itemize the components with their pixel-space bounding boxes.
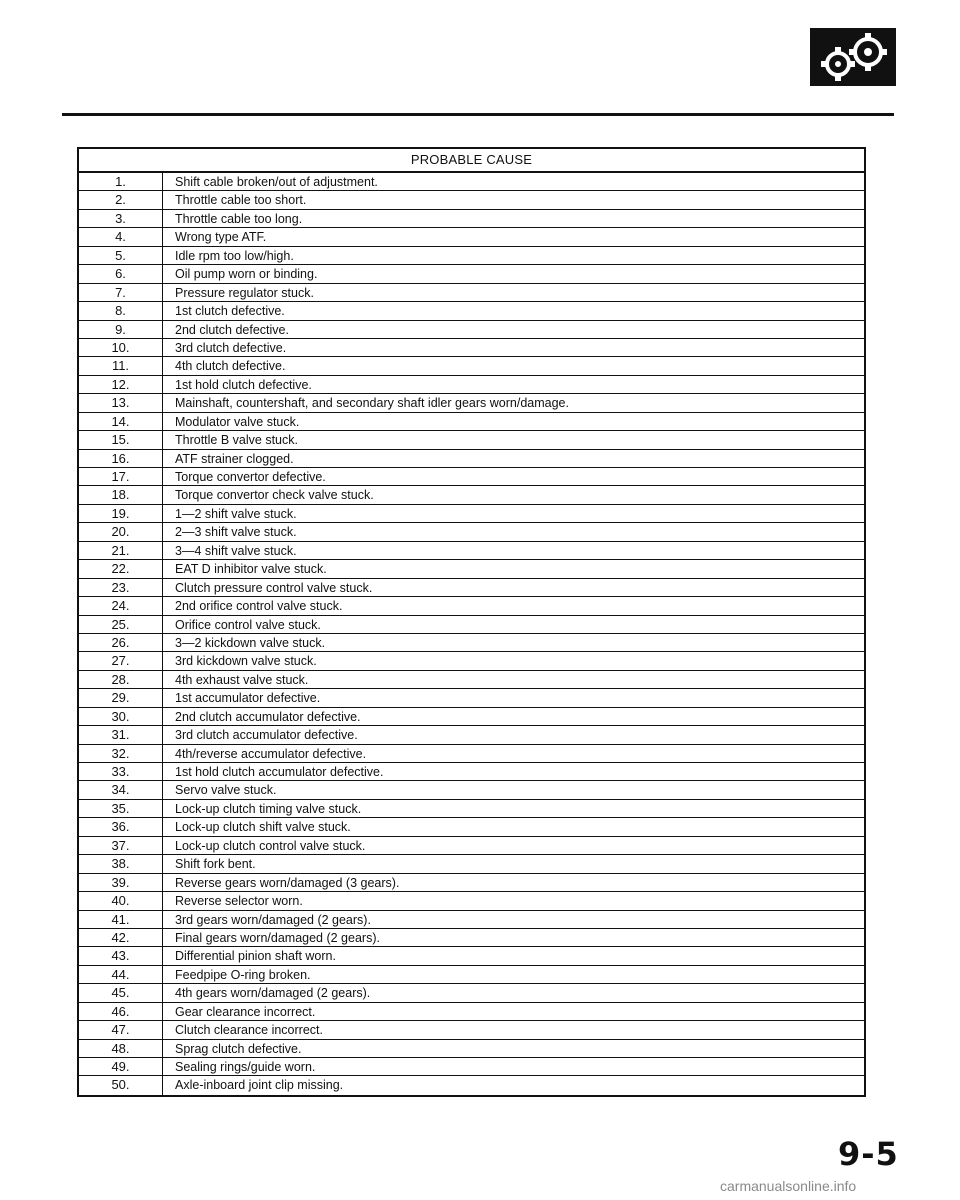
table-row bbox=[79, 726, 864, 744]
row-cause: Throttle cable too short. bbox=[175, 193, 307, 208]
row-cause: 1—2 shift valve stuck. bbox=[175, 506, 297, 521]
row-cause: 4th clutch defective. bbox=[175, 359, 286, 374]
table-row bbox=[79, 191, 864, 209]
row-number: 9. bbox=[79, 321, 163, 338]
row-number: 16. bbox=[79, 450, 163, 467]
row-number: 14. bbox=[79, 413, 163, 430]
table-row bbox=[79, 1040, 864, 1058]
row-cause: Lock-up clutch control valve stuck. bbox=[175, 838, 366, 853]
row-number: 34. bbox=[79, 781, 163, 798]
row-number: 27. bbox=[79, 652, 163, 669]
row-number: 33. bbox=[79, 763, 163, 780]
row-number: 37. bbox=[79, 837, 163, 854]
row-number: 39. bbox=[79, 874, 163, 891]
table-row bbox=[79, 652, 864, 670]
header-rule bbox=[62, 113, 894, 116]
table-row bbox=[79, 505, 864, 523]
row-cause: Shift fork bent. bbox=[175, 857, 256, 872]
table-row bbox=[79, 302, 864, 320]
row-cause: 2nd clutch defective. bbox=[175, 322, 289, 337]
row-number: 10. bbox=[79, 339, 163, 356]
row-number: 43. bbox=[79, 947, 163, 964]
row-number: 31. bbox=[79, 726, 163, 743]
row-number: 41. bbox=[79, 911, 163, 928]
row-cause: 2—3 shift valve stuck. bbox=[175, 525, 297, 540]
row-number: 26. bbox=[79, 634, 163, 651]
table-row bbox=[79, 763, 864, 781]
table-row bbox=[79, 284, 864, 302]
row-number: 48. bbox=[79, 1040, 163, 1057]
row-cause: Throttle B valve stuck. bbox=[175, 433, 298, 448]
table-row bbox=[79, 837, 864, 855]
row-number: 11. bbox=[79, 357, 163, 374]
row-number: 22. bbox=[79, 560, 163, 577]
row-cause: Differential pinion shaft worn. bbox=[175, 949, 336, 964]
row-cause: Servo valve stuck. bbox=[175, 783, 277, 798]
row-number: 24. bbox=[79, 597, 163, 614]
table-row bbox=[79, 1003, 864, 1021]
row-number: 35. bbox=[79, 800, 163, 817]
row-cause: Torque convertor defective. bbox=[175, 470, 326, 484]
table-row bbox=[79, 450, 864, 468]
table-row bbox=[79, 560, 864, 578]
row-cause: Sealing rings/guide worn. bbox=[175, 1060, 316, 1074]
row-cause: Clutch pressure control valve stuck. bbox=[175, 580, 373, 595]
row-cause: Gear clearance incorrect. bbox=[175, 1004, 316, 1019]
row-number: 8. bbox=[79, 302, 163, 319]
row-number: 44. bbox=[79, 966, 163, 983]
row-cause: Mainshaft, countershaft, and secondary shaft idler gears worn/damage. bbox=[175, 396, 569, 411]
row-cause: Idle rpm too low/high. bbox=[175, 248, 294, 263]
table-row bbox=[79, 911, 864, 929]
row-cause: 3rd gears worn/damaged (2 gears). bbox=[175, 912, 371, 927]
table-row bbox=[79, 818, 864, 836]
row-number: 49. bbox=[79, 1058, 163, 1075]
table-row bbox=[79, 394, 864, 412]
table-row bbox=[79, 1058, 864, 1076]
table-row bbox=[79, 413, 864, 431]
row-cause: Clutch clearance incorrect. bbox=[175, 1023, 323, 1038]
table-row bbox=[79, 579, 864, 597]
table-row bbox=[79, 929, 864, 947]
row-number: 38. bbox=[79, 855, 163, 872]
row-number: 5. bbox=[79, 247, 163, 264]
table-row bbox=[79, 228, 864, 246]
table-row bbox=[79, 431, 864, 449]
table-row bbox=[79, 173, 864, 191]
row-cause: 1st clutch defective. bbox=[175, 304, 285, 319]
row-number: 50. bbox=[79, 1076, 163, 1094]
table-row bbox=[79, 210, 864, 228]
row-cause: ATF strainer clogged. bbox=[175, 451, 294, 466]
row-cause: Throttle cable too long. bbox=[175, 211, 303, 226]
row-number: 6. bbox=[79, 265, 163, 282]
row-cause: Modulator valve stuck. bbox=[175, 414, 300, 429]
table-row bbox=[79, 671, 864, 689]
row-cause: Feedpipe O-ring broken. bbox=[175, 967, 311, 982]
table-row bbox=[79, 634, 864, 652]
row-cause: Lock-up clutch timing valve stuck. bbox=[175, 801, 362, 816]
table-row bbox=[79, 745, 864, 763]
row-number: 36. bbox=[79, 818, 163, 835]
row-number: 45. bbox=[79, 984, 163, 1001]
row-cause: 4th gears worn/damaged (2 gears). bbox=[175, 986, 371, 1001]
row-number: 23. bbox=[79, 579, 163, 596]
row-cause: Reverse selector worn. bbox=[175, 894, 303, 909]
table-row bbox=[79, 265, 864, 283]
row-cause: 1st hold clutch defective. bbox=[175, 377, 312, 392]
row-cause: Torque convertor check valve stuck. bbox=[175, 488, 374, 503]
row-number: 3. bbox=[79, 210, 163, 227]
row-number: 13. bbox=[79, 394, 163, 411]
row-cause: Wrong type ATF. bbox=[175, 230, 267, 245]
row-number: 12. bbox=[79, 376, 163, 393]
table-row bbox=[79, 874, 864, 892]
row-number: 40. bbox=[79, 892, 163, 909]
row-number: 15. bbox=[79, 431, 163, 448]
row-number: 32. bbox=[79, 745, 163, 762]
row-number: 19. bbox=[79, 505, 163, 522]
row-number: 21. bbox=[79, 542, 163, 559]
row-number: 47. bbox=[79, 1021, 163, 1038]
row-cause: EAT D inhibitor valve stuck. bbox=[175, 562, 327, 577]
row-cause: Reverse gears worn/damaged (3 gears). bbox=[175, 875, 400, 890]
row-number: 17. bbox=[79, 468, 163, 485]
table-row bbox=[79, 486, 864, 504]
table-row bbox=[79, 984, 864, 1002]
table-row bbox=[79, 542, 864, 560]
table-row bbox=[79, 966, 864, 984]
row-cause: 2nd clutch accumulator defective. bbox=[175, 709, 361, 724]
table-row bbox=[79, 800, 864, 818]
row-cause: 2nd orifice control valve stuck. bbox=[175, 599, 343, 614]
row-cause: 4th/reverse accumulator defective. bbox=[175, 746, 367, 761]
table-row bbox=[79, 597, 864, 615]
row-cause: 3rd clutch accumulator defective. bbox=[175, 728, 358, 743]
row-number: 7. bbox=[79, 284, 163, 301]
row-cause: 3—4 shift valve stuck. bbox=[175, 543, 297, 558]
table-row bbox=[79, 247, 864, 265]
table-body bbox=[79, 173, 864, 1095]
row-number: 4. bbox=[79, 228, 163, 245]
row-cause: 3—2 kickdown valve stuck. bbox=[175, 635, 326, 650]
row-cause: Final gears worn/damaged (2 gears). bbox=[175, 930, 380, 945]
table-row bbox=[79, 1021, 864, 1039]
transmission-gears-icon bbox=[810, 28, 896, 86]
row-number: 18. bbox=[79, 486, 163, 503]
table-row bbox=[79, 376, 864, 394]
row-number: 46. bbox=[79, 1003, 163, 1020]
row-number: 20. bbox=[79, 523, 163, 540]
row-cause: 4th exhaust valve stuck. bbox=[175, 672, 309, 687]
table-row bbox=[79, 947, 864, 965]
table-row bbox=[79, 468, 864, 486]
table-row bbox=[79, 1076, 864, 1094]
watermark: carmanualsonline.info bbox=[720, 1178, 857, 1194]
row-number: 28. bbox=[79, 671, 163, 688]
row-cause: 3rd kickdown valve stuck. bbox=[175, 654, 317, 669]
table-row bbox=[79, 855, 864, 873]
table-row bbox=[79, 616, 864, 634]
table-row bbox=[79, 689, 864, 707]
row-number: 25. bbox=[79, 616, 163, 633]
row-cause: Pressure regulator stuck. bbox=[175, 285, 314, 300]
row-cause: 1st hold clutch accumulator defective. bbox=[175, 765, 384, 779]
table-row bbox=[79, 523, 864, 541]
table-row bbox=[79, 339, 864, 357]
row-number: 29. bbox=[79, 689, 163, 706]
page-number: 9-5 bbox=[838, 1135, 899, 1173]
row-cause: Shift cable broken/out of adjustment. bbox=[175, 175, 378, 189]
row-number: 30. bbox=[79, 708, 163, 725]
table-row bbox=[79, 321, 864, 339]
row-cause: 3rd clutch defective. bbox=[175, 340, 287, 355]
row-cause: Lock-up clutch shift valve stuck. bbox=[175, 820, 351, 835]
row-number: 1. bbox=[79, 173, 163, 190]
row-cause: Oil pump worn or binding. bbox=[175, 267, 318, 282]
probable-cause-table bbox=[77, 147, 866, 1097]
table-heading: PROBABLE CAUSE bbox=[79, 149, 864, 173]
table-row bbox=[79, 708, 864, 726]
row-cause: Sprag clutch defective. bbox=[175, 1041, 302, 1056]
row-cause: Axle-inboard joint clip missing. bbox=[175, 1078, 344, 1093]
table-row bbox=[79, 781, 864, 799]
row-cause: 1st accumulator defective. bbox=[175, 691, 321, 706]
table-row bbox=[79, 357, 864, 375]
row-number: 42. bbox=[79, 929, 163, 946]
row-cause: Orifice control valve stuck. bbox=[175, 617, 321, 632]
row-number: 2. bbox=[79, 191, 163, 208]
table-row bbox=[79, 892, 864, 910]
